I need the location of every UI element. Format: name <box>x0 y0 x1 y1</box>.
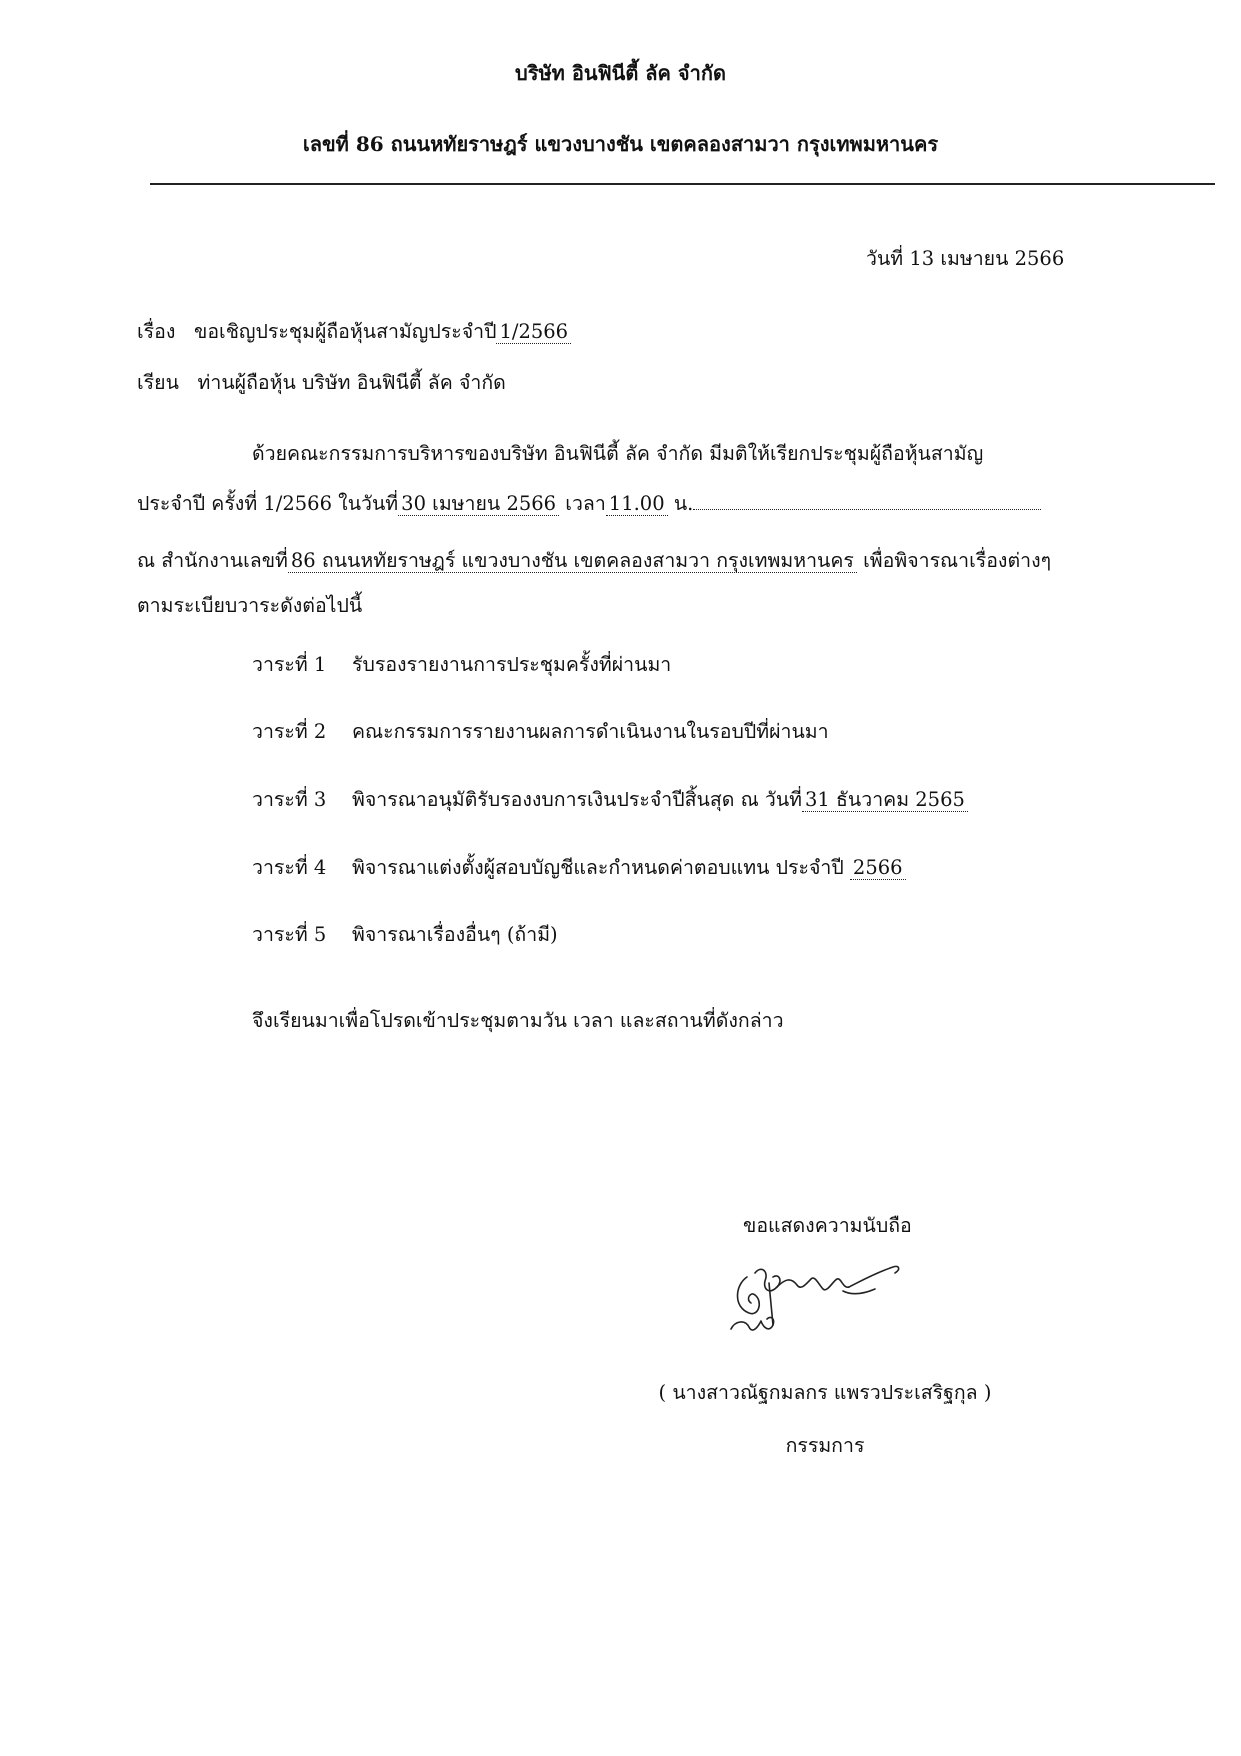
subject-label: เรื่อง <box>137 320 176 343</box>
fill-line <box>693 508 1041 510</box>
agenda-text: พิจารณาอนุมัติรับรองงบการเงินประจำปีสิ้นสุด ณ วันที่ <box>352 788 803 811</box>
salutation-label: เรียน <box>137 371 179 394</box>
subject-value: 1/2566 <box>496 320 571 344</box>
agenda-text: พิจารณาแต่งตั้งผู้สอบบัญชีและกำหนดค่าตอบแทน ประจำปี <box>352 856 844 879</box>
signature-image <box>725 1255 925 1350</box>
signatory-name: ( นางสาวณัฐกมลกร แพรวประเสริฐกุล ) <box>658 1381 992 1404</box>
agenda-label: วาระที่ 5 <box>252 923 327 946</box>
company-name: บริษัท อินฟินีตี้ ลัค จำกัด <box>515 61 726 85</box>
agenda-item-5 <box>252 919 558 950</box>
header-divider <box>150 183 1215 185</box>
agenda-label: วาระที่ 4 <box>252 856 327 879</box>
meeting-date: 30 เมษายน 2566 <box>398 492 559 516</box>
agenda-item-3 <box>252 784 968 815</box>
agenda-label: วาระที่ 3 <box>252 788 327 811</box>
regards: ขอแสดงความนับถือ <box>743 1214 912 1237</box>
agenda-text: คณะกรรมการรายงานผลการดำเนินงานในรอบปีที่ผ่านมา <box>352 720 829 743</box>
time-label: เวลา <box>565 492 606 515</box>
salutation-text: ท่านผู้ถือหุ้น บริษัท อินฟินีตี้ ลัค จำกัด <box>197 371 506 394</box>
agenda-value: 2566 <box>850 856 906 880</box>
agenda-label: วาระที่ 1 <box>252 653 327 676</box>
venue-intro: ณ สำนักงานเลขที่ <box>137 549 288 572</box>
agenda-text: พิจารณาเรื่องอื่นๆ (ถ้ามี) <box>352 923 558 946</box>
agenda-text: รับรองรายงานการประชุมครั้งที่ผ่านมา <box>352 653 672 676</box>
agenda-item-1 <box>252 649 671 680</box>
agenda-item-4 <box>252 852 906 883</box>
subject-text: ขอเชิญประชุมผู้ถือหุ้นสามัญประจำปี <box>193 320 497 343</box>
closing-sentence: จึงเรียนมาเพื่อโปรดเข้าประชุมตามวัน เวลา และสถานที่ดังกล่าว <box>252 1009 784 1032</box>
venue-suffix: เพื่อพิจารณาเรื่องต่างๆ <box>863 549 1052 572</box>
subject-line <box>137 316 571 347</box>
meeting-time: 11.00 <box>606 492 668 516</box>
agenda-value: 31 ธันวาคม 2565 <box>802 788 968 812</box>
salutation-line <box>137 367 506 398</box>
letter-date: วันที่ 13 เมษายน 2566 <box>866 247 1065 270</box>
body-paragraph-1-line-2 <box>137 488 1041 519</box>
company-address: เลขที่ 86 ถนนหทัยราษฎร์ แขวงบางชัน เขตคลองสามวา กรุงเทพมหานคร <box>302 132 939 156</box>
time-unit: น. <box>673 492 694 515</box>
agenda-label: วาระที่ 2 <box>252 720 327 743</box>
agenda-item-2 <box>252 716 829 747</box>
meeting-intro: ประจำปี ครั้งที่ 1/2566 ในวันที่ <box>137 492 399 515</box>
body-paragraph-2-line-1 <box>137 545 1051 576</box>
body-paragraph-1-line-1: ด้วยคณะกรรมการบริหารของบริษัท อินฟินีตี้ ลัค จำกัด มีมติให้เรียกประชุมผู้ถือหุ้นสามัญ <box>252 442 984 465</box>
meeting-venue: 86 ถนนหทัยราษฎร์ แขวงบางชัน เขตคลองสามวา กรุงเทพมหานคร <box>288 549 857 573</box>
body-paragraph-2-line-2: ตามระเบียบวาระดังต่อไปนี้ <box>137 594 363 617</box>
signatory-title: กรรมการ <box>785 1434 865 1457</box>
